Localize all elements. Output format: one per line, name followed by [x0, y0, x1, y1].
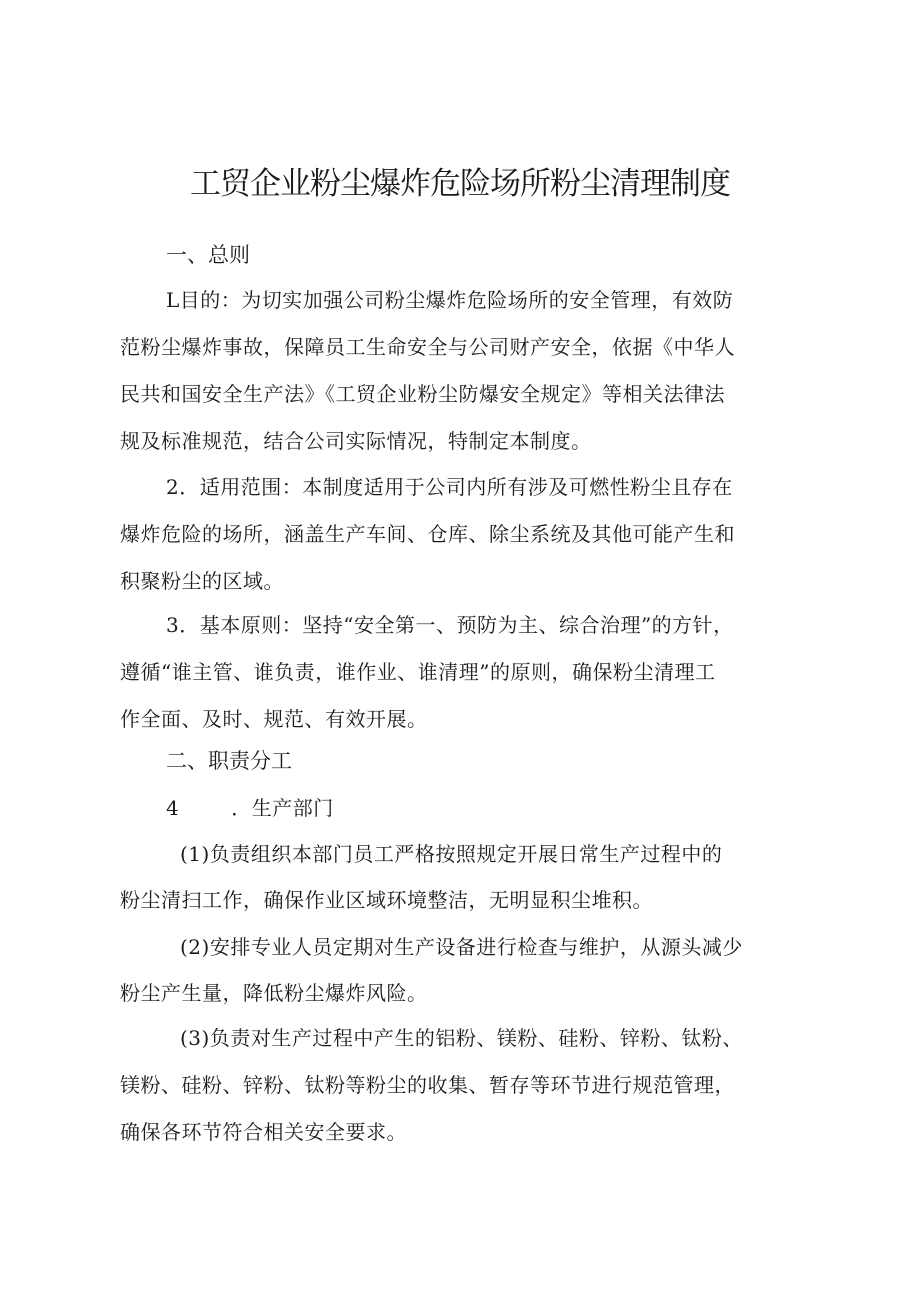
list-item-line: (1)负责组织本部门员工严格按照规定开展日常生产过程中的: [180, 842, 723, 866]
paragraph-scope-line: 2．适用范围：本制度适用于公司内所有涉及可燃性粉尘且存在: [166, 475, 733, 499]
list-item-line: (3)负责对生产过程中产生的铝粉、镁粉、硅粉、锌粉、钛粉、: [180, 1026, 743, 1050]
list-item-line: (2)安排专业人员定期对生产设备进行检查与维护，从源头减少: [180, 935, 743, 959]
paragraph-purpose-line: L目的：为切实加强公司粉尘爆炸危险场所的安全管理，有效防: [166, 288, 734, 312]
list-item-line: 粉尘产生量，降低粉尘爆炸风险。: [120, 981, 428, 1005]
paragraph-scope-line: 积聚粉尘的区域。: [120, 569, 284, 593]
subheading-text: ．生产部门: [231, 796, 334, 820]
paragraph-principles-line: 遵循“谁主管、谁负责，谁作业、谁清理”的原则，确保粉尘清理工: [120, 660, 716, 684]
list-item-line: 镁粉、硅粉、锌粉、钛粉等粉尘的收集、暂存等环节进行规范管理，: [120, 1073, 735, 1097]
paragraph-scope-line: 爆炸危险的场所，涵盖生产车间、仓库、除尘系统及其他可能产生和: [120, 522, 735, 546]
subheading-production-department: [166, 793, 334, 823]
paragraph-principles-line: 3．基本原则：坚持“安全第一、预防为主、综合治理”的方针，: [166, 613, 734, 637]
section-heading-general: 一、总则: [166, 243, 250, 267]
paragraph-purpose-line: 规及标准规范，结合公司实际情况，特制定本制度。: [120, 429, 592, 453]
document-title: 工贸企业粉尘爆炸危险场所粉尘清理制度: [190, 166, 730, 202]
paragraph-principles-line: 作全面、及时、规范、有效开展。: [120, 707, 428, 731]
section-heading-responsibilities: 二、职责分工: [166, 749, 292, 773]
paragraph-purpose-line: 民共和国安全生产法》《工贸企业粉尘防爆安全规定》等相关法律法: [120, 382, 725, 406]
paragraph-purpose-line: 范粉尘爆炸事故，保障员工生命安全与公司财产安全，依据《中华人: [120, 335, 735, 359]
list-item-line: 粉尘清扫工作，确保作业区域环境整洁，无明显积尘堆积。: [120, 888, 653, 912]
subheading-number: 4: [166, 796, 180, 820]
list-item-line: 确保各环节符合相关安全要求。: [120, 1120, 407, 1144]
